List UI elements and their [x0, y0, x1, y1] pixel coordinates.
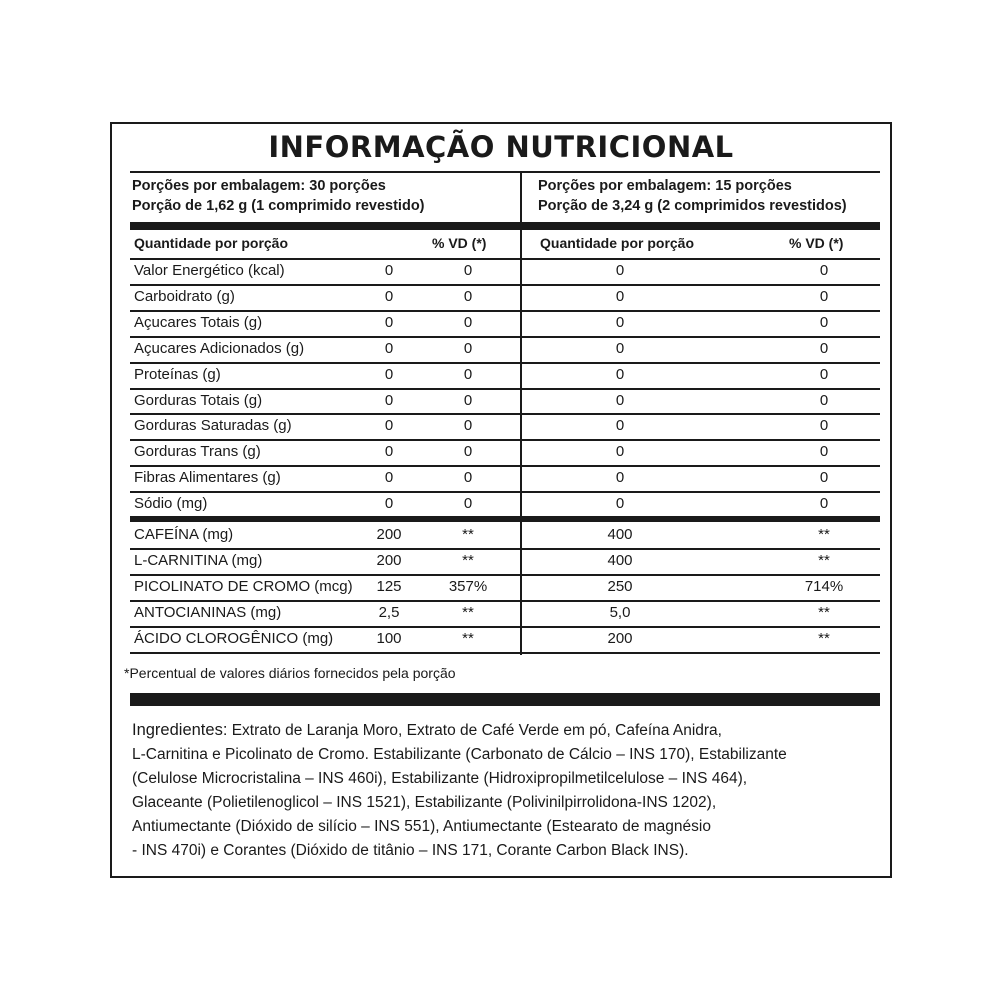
nutrient-name: Fibras Alimentares (g) [134, 469, 281, 487]
right-quantity: 5,0 [609, 603, 631, 621]
nutrition-facts-panel [110, 122, 892, 878]
nutrient-name: Carboidrato (g) [134, 287, 235, 305]
right-serving-header: Porções por embalagem: 15 porções Porção de 3,24 g (2 comprimidos revestidos) [538, 178, 847, 214]
row-divider [130, 439, 880, 441]
nutrient-name: L-CARNITINA (mg) [134, 551, 263, 569]
left-vd: 0 [463, 287, 473, 305]
right-vd: ** [818, 551, 830, 569]
nutrient-name: Açucares Adicionados (g) [134, 339, 305, 357]
nutrient-name: ÁCIDO CLOROGÊNICO (mg) [134, 629, 334, 647]
right-vd: ** [818, 603, 830, 621]
ingredients-text: Ingredientes: Extrato de Laranja Moro, Extrato de Café Verde em pó, Cafeína Anidra, L-Carnitina e Picolinato de Cromo. Estabilizante (Carbonato de Cálcio – INS 170), Estabilizante (Celulose Microcristalina – INS 460i), Estabilizante (Hidroxipropilmetilcelulose – INS 464), Glaceante (Polietilenoglicol – INS 1521), Estabilizante (Polivinilpirrolidona-INS 1202), Antiumectante (Dióxido de silício – INS 551), Antiumectante (Estearato de magnésio - INS 470i) e Corantes (Dióxido de titânio – INS 171, Corante Carbon Black INS). [132, 721, 787, 859]
left-vd: 357% [448, 577, 488, 595]
left-vd: 0 [463, 469, 473, 487]
left-qty-header: Quantidade por porção [134, 235, 289, 251]
right-quantity: 0 [615, 391, 625, 409]
row-divider [130, 548, 880, 550]
left-quantity: 200 [376, 526, 402, 543]
row-divider [130, 388, 880, 390]
row-divider [130, 574, 880, 576]
right-vd-header: % VD (*) [789, 235, 844, 251]
row-divider [130, 284, 880, 286]
left-vd: 0 [463, 313, 473, 331]
nutrient-name: Proteínas (g) [134, 365, 221, 383]
right-quantity: 0 [615, 339, 625, 357]
right-quantity: 200 [607, 629, 633, 647]
row-divider [130, 258, 880, 260]
right-vd: 0 [819, 287, 829, 305]
left-vd: 0 [463, 417, 473, 435]
left-quantity: 100 [376, 629, 402, 647]
nutrient-name: Sódio (mg) [134, 495, 208, 513]
right-vd: 0 [819, 495, 829, 513]
left-quantity: 0 [384, 287, 394, 305]
left-quantity: 2,5 [378, 603, 400, 621]
right-quantity: 0 [615, 469, 625, 487]
row-divider [130, 626, 880, 628]
nutrient-name: Gorduras Saturadas (g) [134, 417, 292, 435]
right-quantity: 400 [607, 551, 633, 569]
row-divider [130, 465, 880, 467]
left-quantity: 0 [384, 443, 394, 461]
row-divider [130, 336, 880, 338]
row-divider [130, 413, 880, 415]
left-quantity: 125 [376, 577, 402, 595]
right-quantity: 0 [615, 365, 625, 383]
row-divider [130, 600, 880, 602]
row-divider [130, 491, 880, 493]
right-vd: 0 [819, 262, 829, 279]
left-vd: ** [462, 551, 474, 569]
nutrient-name: Gorduras Trans (g) [134, 443, 261, 461]
nutrient-name: CAFEÍNA (mg) [134, 526, 234, 543]
left-vd: 0 [463, 365, 473, 383]
left-quantity: 0 [384, 262, 394, 279]
right-vd: 0 [819, 391, 829, 409]
right-vd: 0 [819, 339, 829, 357]
right-vd: 714% [804, 577, 844, 595]
footnote: *Percentual de valores diários fornecidos pela porção [124, 665, 456, 681]
nutrient-name: Valor Energético (kcal) [134, 262, 285, 279]
left-vd: 0 [463, 495, 473, 513]
row-divider [130, 310, 880, 312]
divider [130, 171, 880, 173]
left-quantity: 0 [384, 365, 394, 383]
thick-divider [130, 222, 880, 230]
nutrient-name: PICOLINATO DE CROMO (mcg) [134, 577, 353, 595]
left-quantity: 0 [384, 339, 394, 357]
right-qty-header: Quantidade por porção [540, 235, 695, 251]
right-quantity: 250 [607, 577, 633, 595]
left-vd: ** [462, 526, 474, 543]
left-vd: ** [462, 629, 474, 647]
left-quantity: 0 [384, 313, 394, 331]
nutrient-name: Gorduras Totais (g) [134, 391, 263, 409]
left-vd: ** [462, 603, 474, 621]
right-quantity: 400 [607, 526, 633, 543]
right-vd: 0 [819, 365, 829, 383]
right-quantity: 0 [615, 495, 625, 513]
panel-title: INFORMAÇÃO NUTRICIONAL [268, 130, 734, 164]
right-vd: 0 [819, 417, 829, 435]
row-divider [130, 362, 880, 364]
right-vd: ** [818, 526, 830, 543]
right-quantity: 0 [615, 417, 625, 435]
nutrient-name: ANTOCIANINAS (mg) [134, 603, 282, 621]
right-quantity: 0 [615, 443, 625, 461]
ingredients-label: Ingredientes: [132, 721, 228, 739]
left-serving-header: Porções por embalagem: 30 porções Porção de 1,62 g (1 comprimido revestido) [132, 178, 425, 214]
right-vd: ** [818, 629, 830, 647]
left-vd: 0 [463, 339, 473, 357]
right-vd: 0 [819, 443, 829, 461]
thick-divider [130, 516, 880, 522]
right-vd: 0 [819, 313, 829, 331]
thick-divider-bottom [130, 693, 880, 706]
left-quantity: 0 [384, 391, 394, 409]
right-quantity: 0 [615, 313, 625, 331]
nutrient-name: Açucares Totais (g) [134, 313, 263, 331]
left-quantity: 0 [384, 495, 394, 513]
left-vd: 0 [463, 443, 473, 461]
left-vd: 0 [463, 391, 473, 409]
left-quantity: 0 [384, 417, 394, 435]
row-divider [130, 652, 880, 654]
left-vd: 0 [463, 262, 473, 279]
right-vd: 0 [819, 469, 829, 487]
left-vd-header: % VD (*) [432, 235, 487, 251]
left-quantity: 200 [376, 551, 402, 569]
right-quantity: 0 [615, 287, 625, 305]
right-quantity: 0 [615, 262, 625, 279]
left-quantity: 0 [384, 469, 394, 487]
